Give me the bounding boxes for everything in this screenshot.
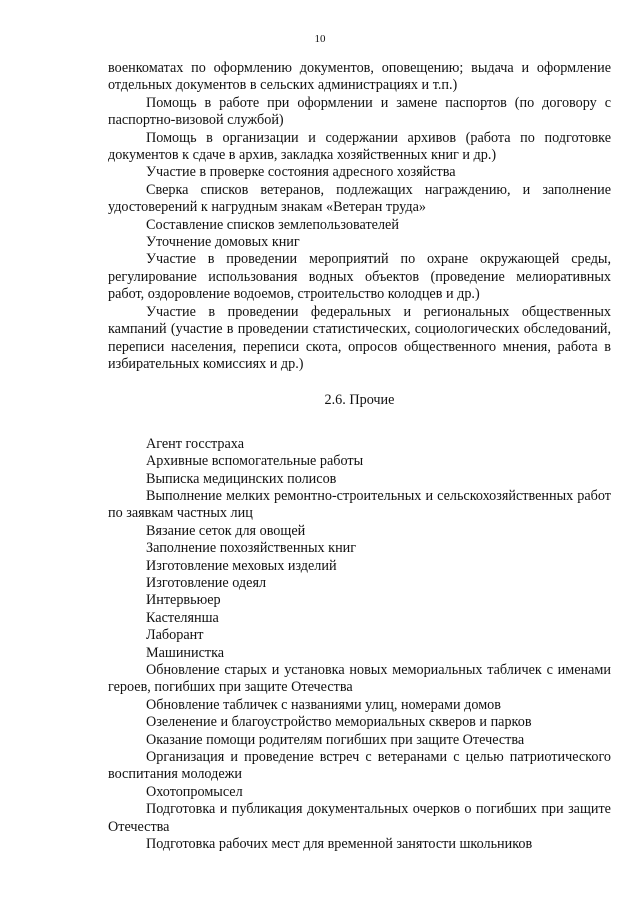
paragraph: Помощь в работе при оформлении и замене паспортов (по договору с паспортно-визовой службой) xyxy=(108,94,611,129)
list-item: Подготовка рабочих мест для временной занятости школьников xyxy=(146,836,533,853)
paragraph: Составление списков землепользователей xyxy=(146,216,399,233)
paragraph: Уточнение домовых книг xyxy=(146,234,300,251)
list-item: Выполнение мелких ремонтно-строительных и сельскохозяйственных работ по заявкам частных лиц xyxy=(108,487,611,522)
list-item: Машинистка xyxy=(146,644,225,661)
list-item: Организация и проведение встреч с ветеранами с целью патриотического воспитания молодежи xyxy=(108,749,611,783)
paragraph: Помощь в организации и содержании архивов (работа по подготовке документов к сдаче в архив, закладка хозяйственных книг и др.) xyxy=(108,129,611,164)
list-item: Вязание сеток для овощей xyxy=(146,522,306,539)
list-item: Интервьюер xyxy=(146,592,221,609)
page-number: 10 xyxy=(314,33,326,45)
document-body xyxy=(108,60,611,853)
list-item: Заполнение похозяйственных книг xyxy=(146,540,357,557)
list-item: Архивные вспомогательные работы xyxy=(146,453,364,470)
list-item: Изготовление одеял xyxy=(146,574,267,591)
list-item: Изготовление меховых изделий xyxy=(146,557,337,574)
list-item: Лаборант xyxy=(146,627,204,644)
list-item: Агент госстраха xyxy=(146,435,244,452)
paragraph: Сверка списков ветеранов, подлежащих награждению, и заполнение удостоверений к нагрудным знакам «Ветеран труда» xyxy=(108,181,611,216)
paragraph: военкоматах по оформлению документов, оповещению; выдача и оформление отдельных документов в сельских администрациях и т.п.) xyxy=(108,60,611,94)
list-item: Озеленение и благоустройство мемориальных скверов и парков xyxy=(146,714,532,731)
list-item: Обновление старых и установка новых мемориальных табличек с именами героев, погибших при защите Отечества xyxy=(108,662,611,696)
list-item: Охотопромысел xyxy=(146,783,243,800)
paragraph: Участие в проверке состояния адресного хозяйства xyxy=(146,164,456,181)
list-item: Оказание помощи родителям погибших при защите Отечества xyxy=(146,731,525,748)
list-item: Подготовка и публикация документальных очерков о погибших при защите Отечества xyxy=(108,801,611,835)
list-item: Выписка медицинских полисов xyxy=(146,470,337,487)
list-item: Кастелянша xyxy=(146,609,219,626)
paragraph: Участие в проведении мероприятий по охране окружающей среды, регулирование использования водных объектов (проведение мелиоративных работ, оздоровление водоемов, строительство колодцев и др.) xyxy=(108,251,611,303)
section-heading: 2.6. Прочие xyxy=(324,392,395,409)
list-item: Обновление табличек с названиями улиц, номерами домов xyxy=(146,696,501,713)
paragraph: Участие в проведении федеральных и региональных общественных кампаний (участие в проведении статистических, социологических обследований, переписи населения, переписи скота, опросов общественного мнения, работа в избирательных комиссиях и др.) xyxy=(108,303,611,372)
